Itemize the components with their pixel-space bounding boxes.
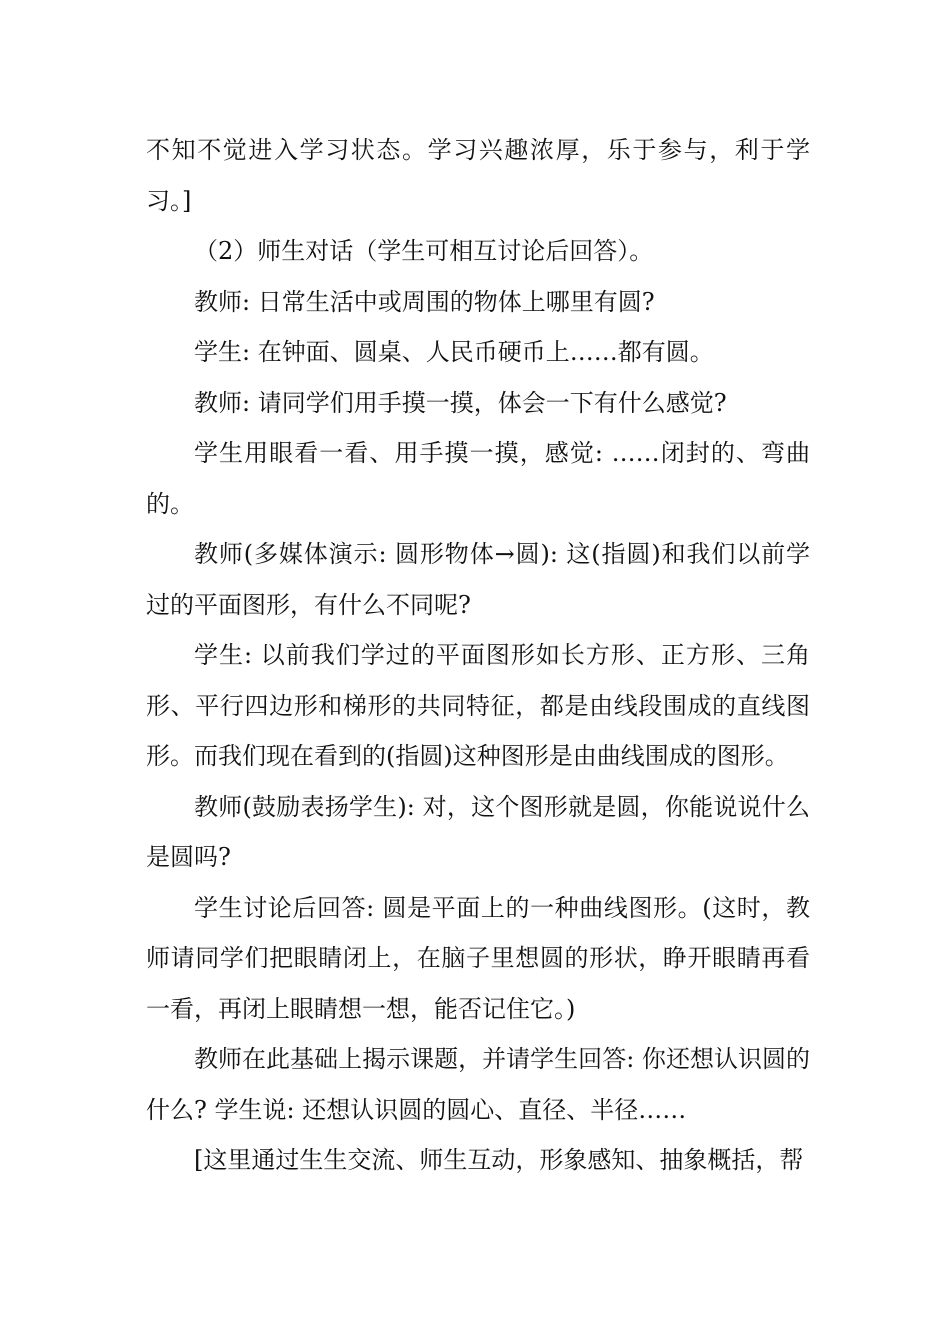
paragraph-4: 学生: 在钟面、圆桌、人民币硬币上……都有圆。 xyxy=(194,338,714,366)
paragraph-8: 学生: 以前我们学过的平面图形如长方形、正方形、三角形、平行四边形和梯形的共同特征，都是由线段围成的直线图形。而我们现在看到的(指圆)这种图形是由曲线围成的图形。 xyxy=(146,641,810,770)
paragraph-7: 教师(多媒体演示: 圆形物体→圆): 这(指圆)和我们以前学过的平面图形，有什么不同呢? xyxy=(146,540,810,619)
paragraph-6: 学生用眼看一看、用手摸一摸，感觉: ……闭封的、弯曲的。 xyxy=(146,439,810,518)
paragraph-1: 不知不觉进入学习状态。学习兴趣浓厚，乐于参与，利于学习。] xyxy=(146,136,810,215)
document-body xyxy=(146,125,810,1186)
paragraph-5: 教师: 请同学们用手摸一摸，体会一下有什么感觉? xyxy=(194,388,727,417)
paragraph-10: 学生讨论后回答: 圆是平面上的一种曲线图形。(这时，教师请同学们把眼睛闭上，在脑子里想圆的形状，睁开眼睛再看一看，再闭上眼睛想一想，能否记住它。) xyxy=(146,893,810,1023)
paragraph-12: [这里通过生生交流、师生互动，形象感知、抽象概括，帮 xyxy=(194,1146,804,1174)
paragraph-9: 教师(鼓励表扬学生): 对，这个图形就是圆，你能说说什么是圆吗? xyxy=(146,792,810,871)
paragraph-2: （2）师生对话（学生可相互讨论后回答）。 xyxy=(194,237,654,265)
paragraph-11: 教师在此基础上揭示课题，并请学生回答: 你还想认识圆的什么? 学生说: 还想认识圆的圆心、直径、半径…… xyxy=(146,1045,810,1124)
paragraph-3: 教师: 日常生活中或周围的物体上哪里有圆? xyxy=(194,287,655,316)
